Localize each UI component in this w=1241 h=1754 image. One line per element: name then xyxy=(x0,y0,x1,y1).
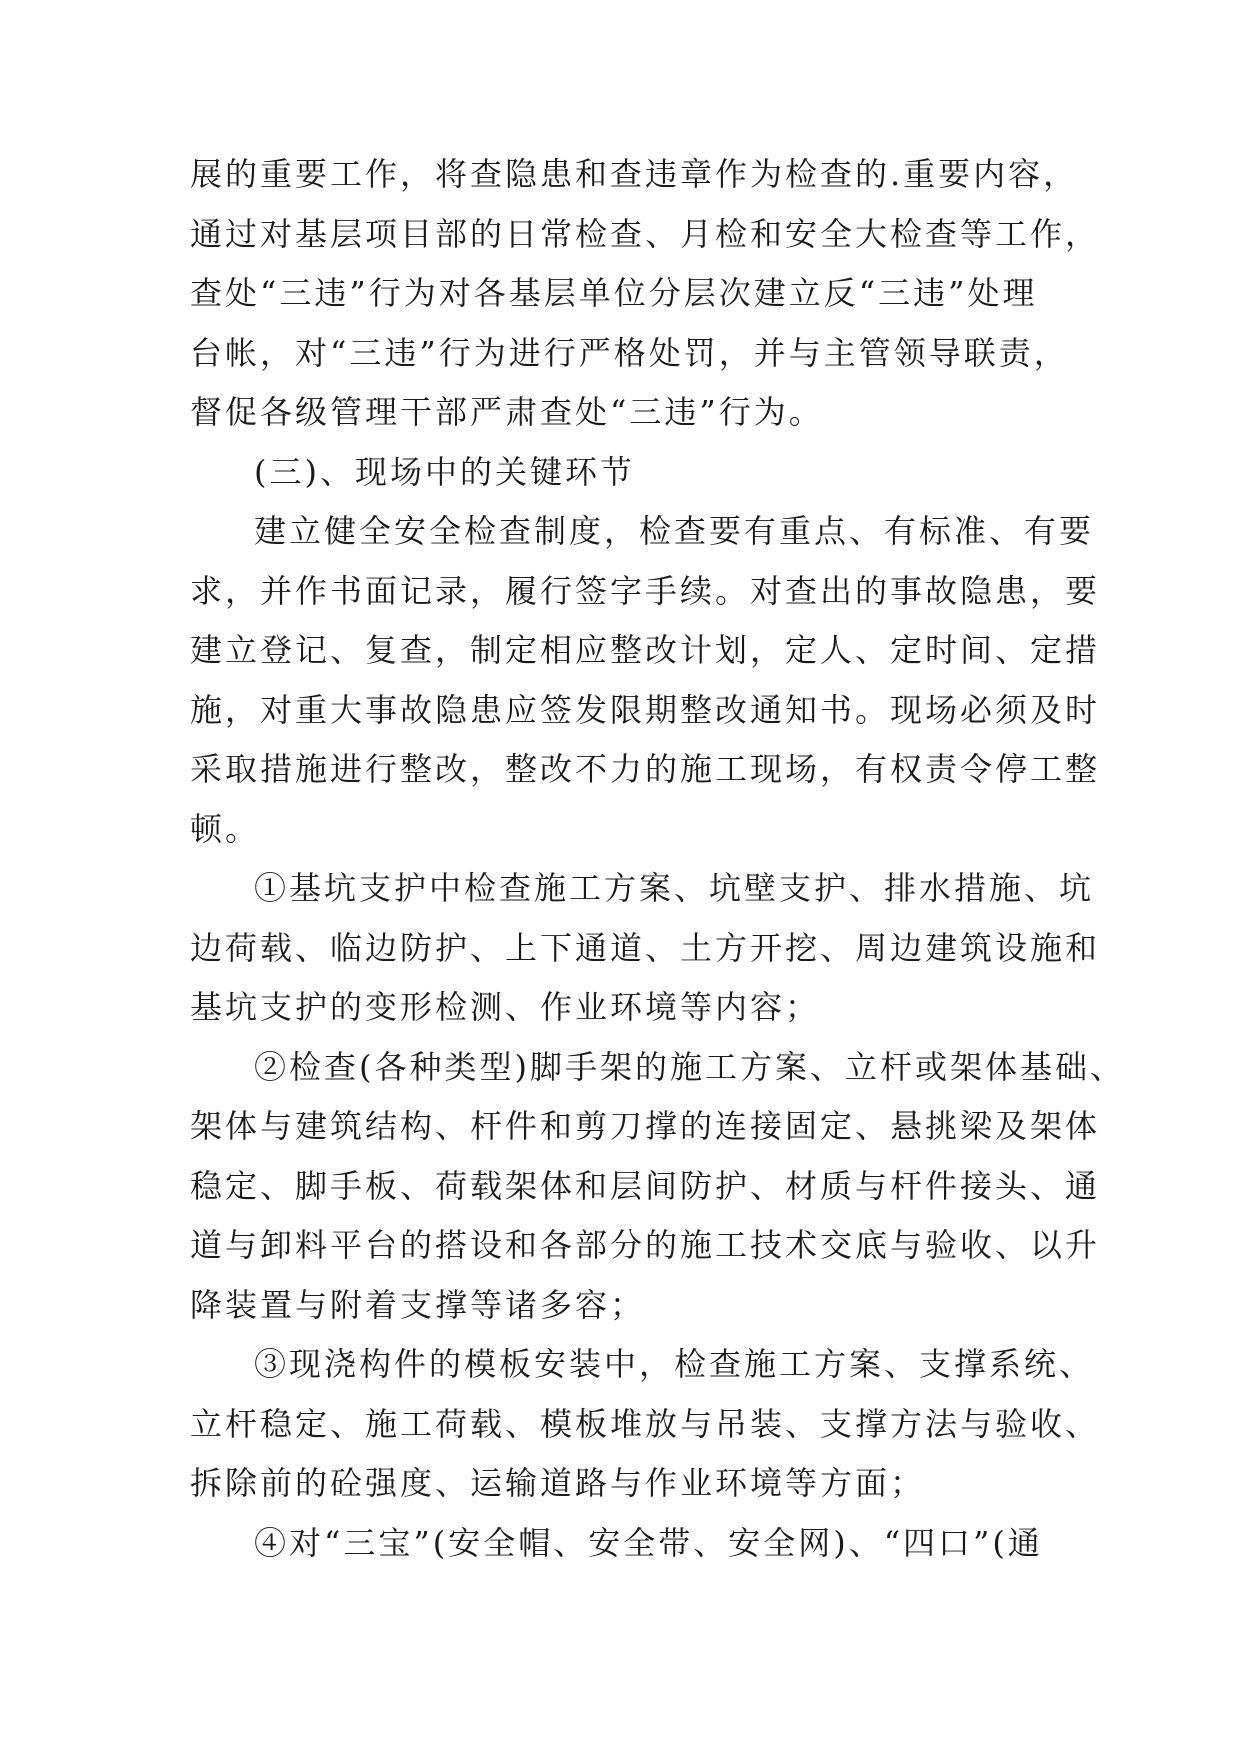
list-item-text: ①基坑支护中检查施工方案、坑壁支护、排水措施、坑 xyxy=(254,869,1095,907)
text-line: 查处“三违”行为对各基层单位分层次建立反“三违”处理 xyxy=(190,274,1038,312)
text-line: 边荷载、临边防护、上下通道、土方开挖、周边建筑设施和 xyxy=(190,928,1101,967)
text-line: 道与卸料平台的搭设和各部分的施工技术交底与验收、以升 xyxy=(190,1226,1101,1264)
text-line: 基坑支护的变形检测、作业环境等内容； xyxy=(190,988,821,1026)
text-line: 展的重要工作，将查隐患和查违章作为检查的.重要内容， xyxy=(190,155,1079,193)
text-line: 降装置与附着支撑等诸多容； xyxy=(190,1285,646,1324)
text-line: 建立登记、复查，制定相应整改计划，定人、定时间、定措 xyxy=(190,631,1101,669)
text-line: 采取措施进行整改，整改不力的施工现场，有权责令停工整 xyxy=(190,750,1101,788)
list-item-text: ③现浇构件的模板安装中，检查施工方案、支撑系统、 xyxy=(254,1345,1095,1383)
text-line: 通过对基层项目部的日常检查、月检和安全大检查等工作， xyxy=(190,214,1101,253)
text-line: 督促各级管理干部严肃查处“三违”行为。 xyxy=(190,393,824,431)
text-line: 架体与建筑结构、杆件和剪刀撑的连接固定、悬挑梁及架体 xyxy=(190,1107,1101,1145)
text-line: 求，并作书面记录，履行签字手续。对查出的事故隐患，要 xyxy=(190,571,1101,610)
text-line: 拆除前的砼强度、运输道路与作业环境等方面； xyxy=(190,1464,926,1502)
list-item-text: ②检查(各种类型)脚手架的施工方案、立杆或架体基础、 xyxy=(254,1047,1125,1086)
text-line: 施，对重大事故隐患应签发限期整改通知书。现场必须及时 xyxy=(190,690,1101,729)
text-line: 立杆稳定、施工荷载、模板堆放与吊装、支撑方法与验收、 xyxy=(190,1404,1101,1443)
text-line: 建立健全安全检查制度，检查要有重点、有标准、有要 xyxy=(254,512,1095,550)
list-item-text: ④对“三宝”(安全帽、安全带、安全网)、“四口”(通 xyxy=(254,1523,1043,1562)
text-line: 顿。 xyxy=(190,809,261,848)
text-line: 台帐，对“三违”行为进行严格处罚，并与主管领导联责， xyxy=(190,333,1069,372)
text-line: 稳定、脚手板、荷载架体和层间防护、材质与杆件接头、通 xyxy=(190,1166,1101,1205)
section-heading: (三)、现场中的关键环节 xyxy=(254,452,635,491)
document-body xyxy=(190,145,1125,1573)
